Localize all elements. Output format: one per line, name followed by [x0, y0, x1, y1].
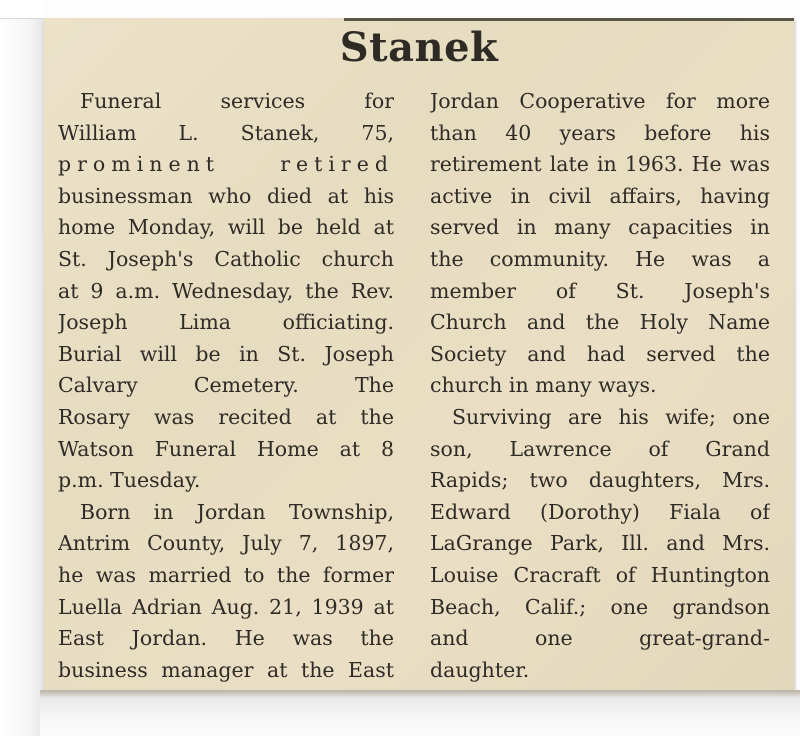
text-line: the community. He was a [430, 246, 770, 271]
text-line: Joseph Lima officiating. [58, 310, 394, 335]
text-line: Edward (Dorothy) Fiala of [430, 499, 770, 524]
text-line: Rapids; two daughters, Mrs. [430, 468, 770, 493]
text-line: son, Lawrence of Grand [430, 436, 770, 461]
text-line: Church and the Holy Name [430, 310, 770, 335]
text-line: businessman who died at his [58, 183, 394, 208]
scan-left-margin [0, 0, 44, 736]
text-line: Funeral services for [80, 89, 394, 113]
text-line: daughter. [430, 657, 530, 682]
text-line: Luella Adrian Aug. 21, 1939 at [58, 594, 394, 619]
text-line: Rosary was recited at the [58, 404, 394, 429]
text-line: East Jordan. He was the [58, 626, 394, 651]
text-line: active in civil affairs, having [430, 183, 770, 208]
text-line: Born in Jordan Township, [80, 499, 394, 524]
text-line: at 9 a.m. Wednesday, the Rev. [58, 278, 394, 303]
text-line: home Monday, will be held at [58, 215, 394, 240]
text-line: member of St. Joseph's [430, 278, 770, 303]
text-line: prominent retired [58, 152, 394, 177]
text-line: Antrim County, July 7, 1897, [58, 531, 394, 556]
text-line: Surviving are his wife; one [452, 404, 770, 429]
text-line: St. Joseph's Catholic church [58, 246, 394, 271]
text-line: William L. Stanek, 75, [58, 120, 394, 145]
left-column [58, 86, 394, 686]
text-line: served in many capacities in [430, 215, 770, 240]
right-column [430, 86, 770, 686]
text-line: and one great-grand- [430, 626, 770, 651]
text-line: Society and had served the [430, 341, 770, 366]
clipping-top-edge [344, 18, 794, 21]
newspaper-clipping [44, 18, 794, 690]
text-line: p.m. Tuesday. [58, 468, 201, 493]
text-line: he was married to the former [58, 562, 394, 587]
text-line: than 40 years before his [430, 120, 770, 145]
text-line: Watson Funeral Home at 8 [58, 436, 394, 461]
text-line: Calvary Cemetery. The [58, 373, 394, 398]
scan-corner [0, 0, 44, 19]
text-line: business manager at the East [58, 657, 394, 682]
text-line: Beach, Calif.; one grandson [430, 594, 770, 619]
scan-bottom-shadow [40, 690, 800, 736]
obituary-headline: Stanek [339, 24, 499, 71]
text-line: Jordan Cooperative for more [430, 89, 770, 113]
text-line: Louise Cracraft of Huntington [430, 562, 770, 587]
text-line: Burial will be in St. Joseph [58, 341, 394, 366]
text-line: LaGrange Park, Ill. and Mrs. [430, 531, 770, 556]
text-line: church in many ways. [430, 373, 657, 398]
text-line: retirement late in 1963. He was [430, 152, 770, 177]
